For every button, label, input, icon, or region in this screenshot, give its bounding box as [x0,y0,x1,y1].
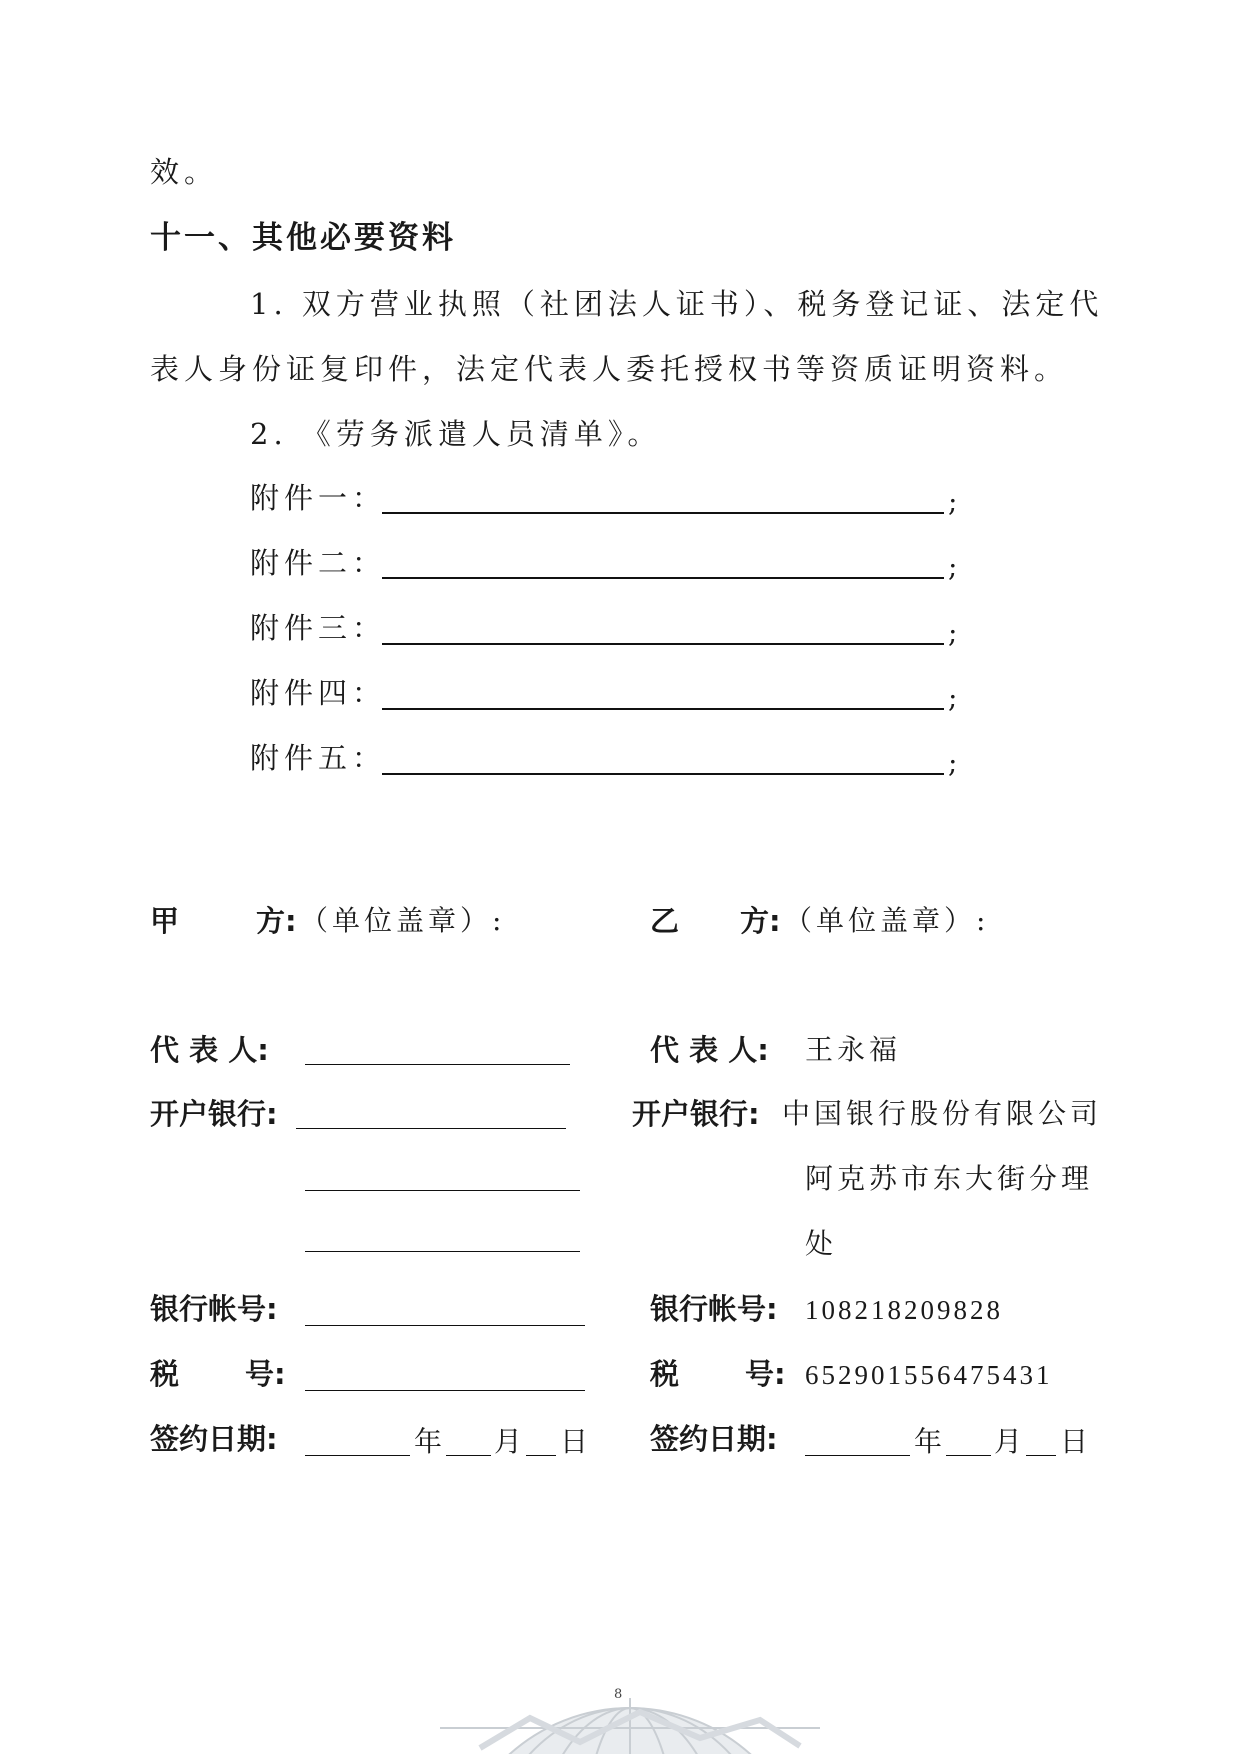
party-b-name-left: 乙 [650,904,680,938]
party-a-stamp: （单位盖章）: [300,904,506,937]
attachment-label: 附件三： [250,611,387,645]
party-a-day-label: 日 [560,1425,593,1458]
party-a-tax-label-2: 号: [245,1357,286,1391]
item-2: 2. 《劳务派遣人员清单》。 [250,417,662,451]
attachment-blank[interactable] [382,577,944,579]
attachment-label: 附件五： [250,741,387,775]
party-b-rep-value: 王永福 [805,1033,902,1066]
party-a-account-label: 银行帐号: [150,1292,278,1326]
party-b-tax-label-1: 税 [650,1357,680,1391]
party-a-bank-label: 开户银行: [150,1097,278,1131]
section-title: 十一、其他必要资料 [150,220,456,256]
attachment-blank[interactable] [382,643,944,645]
attachment-end: ; [948,485,958,518]
globe-watermark [440,1698,820,1754]
party-a-year-label: 年 [414,1425,447,1458]
item-1-line-2: 表人身份证复印件，法定代表人委托授权书等资质证明资料。 [150,352,1069,386]
party-b-day-field[interactable] [1026,1455,1056,1456]
attachment-blank[interactable] [382,708,944,710]
party-b-tax-label-2: 号: [745,1357,786,1391]
party-b-day-label: 日 [1060,1425,1093,1458]
party-a-month-label: 月 [494,1425,527,1458]
party-b-date-label: 签约日期: [650,1422,778,1456]
party-b-bank-value-2: 阿克苏市东大街分理 [805,1162,1094,1195]
party-a-month-field[interactable] [446,1455,491,1456]
party-a-bank-field[interactable] [296,1128,566,1129]
attachment-end: ; [948,550,958,583]
party-a-day-field[interactable] [526,1455,556,1456]
party-b-tax-value: 652901556475431 [805,1360,1053,1390]
party-a-account-field[interactable] [305,1325,585,1326]
party-b-bank-value-3: 处 [805,1227,838,1260]
party-b-name-right: 方: [740,904,781,938]
attachment-blank[interactable] [382,773,944,775]
party-b-bank-value-1: 中国银行股份有限公司 [782,1097,1103,1130]
party-a-name-left: 甲 [150,904,180,938]
party-b-rep-label: 代 表 人: [650,1033,769,1067]
party-b-year-label: 年 [914,1425,947,1458]
attachment-label: 附件二： [250,546,387,580]
attachment-end: ; [948,616,958,649]
attachment-blank[interactable] [382,512,944,514]
attachment-end: ; [948,746,958,779]
party-a-year-field[interactable] [305,1455,410,1456]
party-b-bank-label: 开户银行: [632,1097,760,1131]
page-number: 8 [614,1687,623,1702]
party-b-account-value: 108218209828 [805,1295,1003,1325]
party-a-name-right: 方: [256,904,297,938]
party-b-stamp: （单位盖章）: [784,904,990,937]
party-b-year-field[interactable] [805,1455,910,1456]
party-b-month-label: 月 [994,1425,1027,1458]
party-a-bank-field-2[interactable] [305,1190,580,1191]
party-a-tax-label-1: 税 [150,1357,180,1391]
party-a-date-label: 签约日期: [150,1422,278,1456]
attachment-label: 附件一： [250,481,387,515]
party-b-account-label: 银行帐号: [650,1292,778,1326]
party-b-month-field[interactable] [946,1455,991,1456]
continued-text: 效。 [150,155,219,189]
item-1-line-1: 1. 双方营业执照（社团法人证书）、税务登记证、法定代 [250,287,1104,321]
party-a-bank-field-3[interactable] [305,1251,580,1252]
party-a-rep-label: 代 表 人: [150,1033,269,1067]
party-a-rep-field[interactable] [305,1064,570,1065]
party-a-tax-field[interactable] [305,1390,585,1391]
attachment-label: 附件四： [250,676,387,710]
attachment-end: ; [948,681,958,714]
